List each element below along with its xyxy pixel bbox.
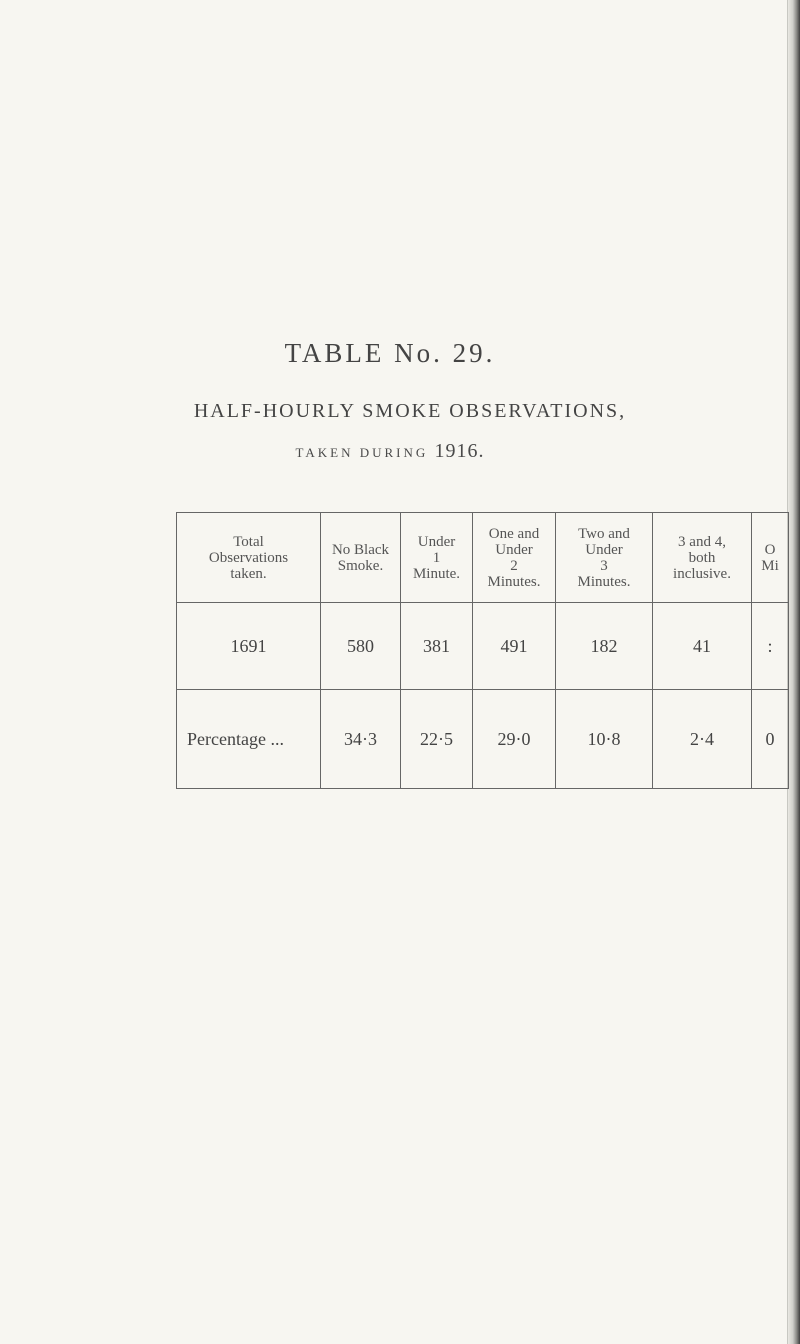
header-total-observations: Total Observations taken. xyxy=(177,513,321,603)
header-two-to-3-minutes: Two and Under 3 Minutes. xyxy=(556,513,653,603)
percentage-cut-off-column: 0 xyxy=(752,690,789,789)
smoke-observations-table xyxy=(176,512,789,789)
percentage-3-and-4-inclusive: 2·4 xyxy=(653,690,752,789)
count-no-black-smoke: 580 xyxy=(321,603,401,690)
count-total: 1691 xyxy=(177,603,321,690)
header-row xyxy=(177,513,789,603)
header-one-to-2-minutes: One and Under 2 Minutes. xyxy=(473,513,556,603)
header-under-1-minute: Under 1 Minute. xyxy=(401,513,473,603)
header-cut-off-column: O Mi xyxy=(752,513,789,603)
percentage-one-to-2-minutes: 29·0 xyxy=(473,690,556,789)
percentage-label: Percentage ... xyxy=(177,690,321,789)
header-no-black-smoke: No Black Smoke. xyxy=(321,513,401,603)
counts-row xyxy=(177,603,789,690)
count-one-to-2-minutes: 491 xyxy=(473,603,556,690)
table-title: TABLE No. 29. xyxy=(284,338,496,368)
count-cut-off-column: : xyxy=(752,603,789,690)
percentage-no-black-smoke: 34·3 xyxy=(321,690,401,789)
count-under-1-minute: 381 xyxy=(401,603,473,690)
percentage-two-to-3-minutes: 10·8 xyxy=(556,690,653,789)
percentage-under-1-minute: 22·5 xyxy=(401,690,473,789)
table-period xyxy=(0,440,780,463)
period-year: 1916. xyxy=(434,440,485,462)
count-two-to-3-minutes: 182 xyxy=(556,603,653,690)
table-subtitle: HALF-HOURLY SMOKE OBSERVATIONS, xyxy=(193,400,627,422)
page-edge-shadow xyxy=(788,0,800,1344)
header-3-and-4-inclusive: 3 and 4, both inclusive. xyxy=(653,513,752,603)
count-3-and-4-inclusive: 41 xyxy=(653,603,752,690)
period-prefix: TAKEN DURING xyxy=(295,445,429,460)
percentage-row xyxy=(177,690,789,789)
